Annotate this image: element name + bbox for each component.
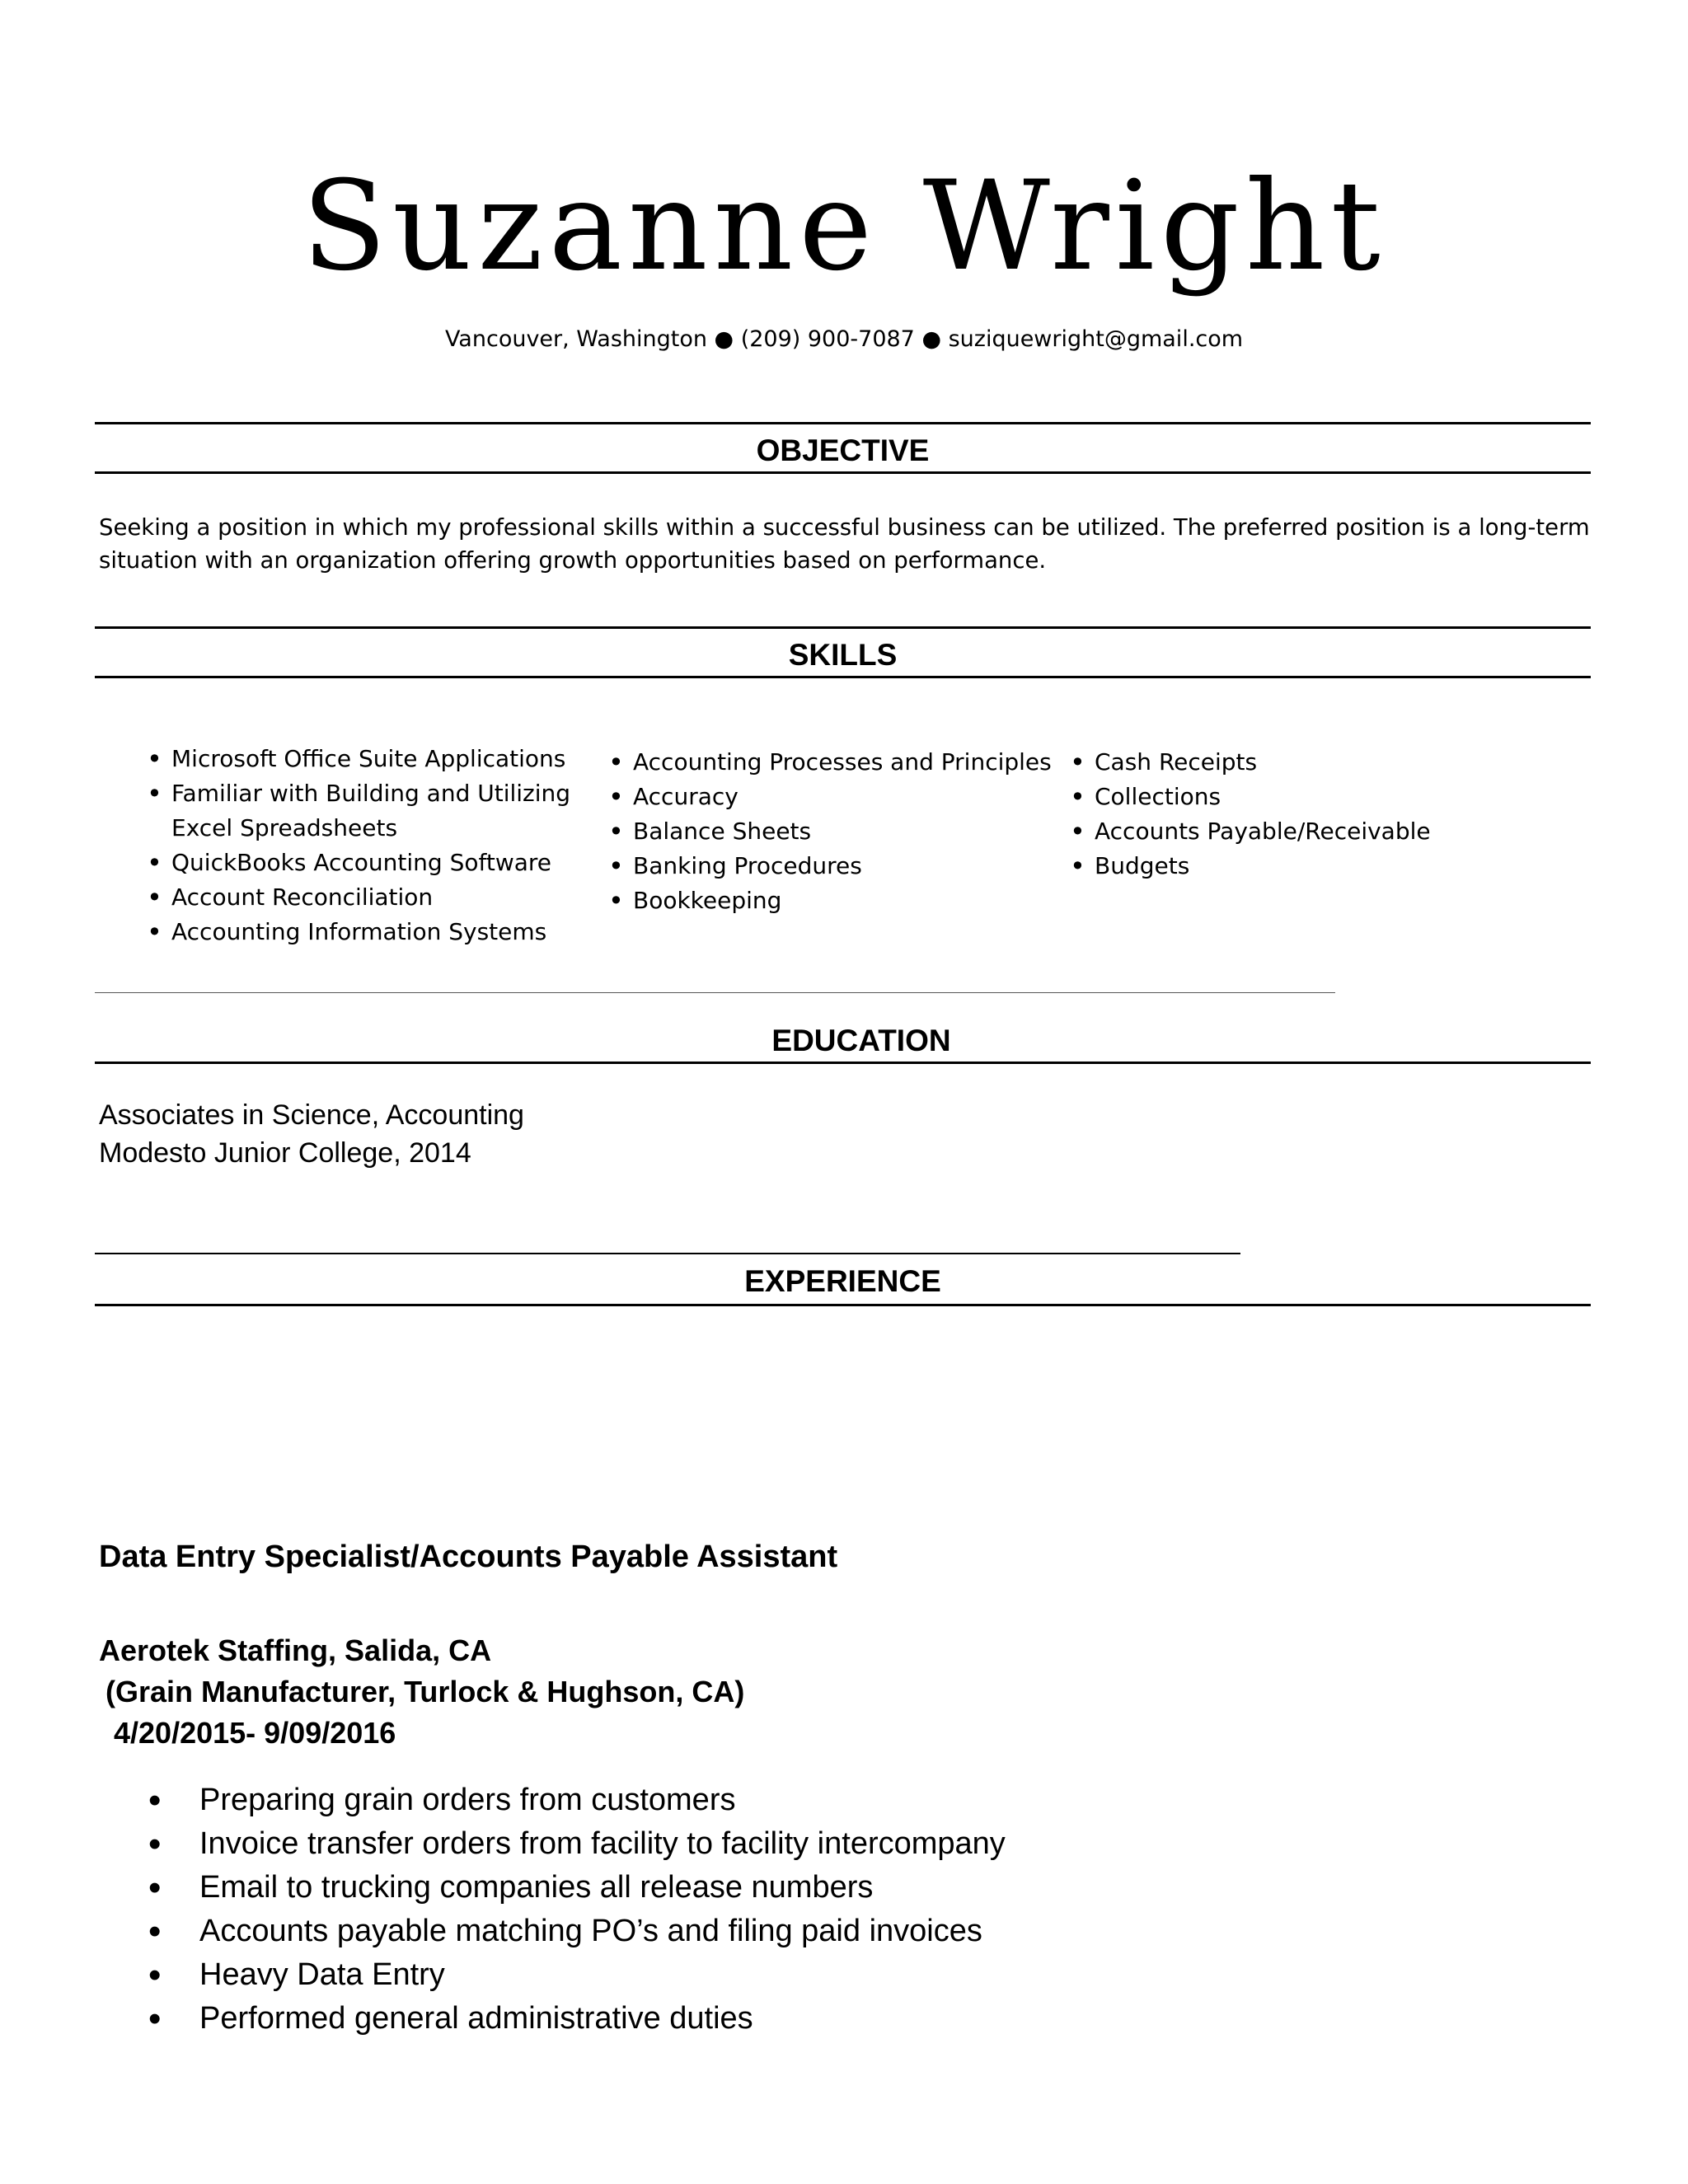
job-dates: 4/20/2015- 9/09/2016 xyxy=(114,1716,396,1750)
duty-item: • Performed general administrative duties xyxy=(148,1997,1006,2041)
skill-item: • QuickBooks Accounting Software xyxy=(147,846,575,880)
skills-top-rule xyxy=(95,626,1591,629)
skill-item: • Banking Procedures xyxy=(608,849,1070,883)
skill-item: • Account Reconciliation xyxy=(147,880,575,915)
skill-item: • Balance Sheets xyxy=(608,814,1070,849)
job-company-block xyxy=(99,1630,744,1754)
skills-column-1 xyxy=(147,742,575,949)
job-duties-list xyxy=(148,1779,1006,2041)
skill-item: • Accounts Payable/Receivable xyxy=(1070,814,1564,849)
skills-separator-line xyxy=(95,992,1335,993)
skills-column-2 xyxy=(608,745,1070,918)
skill-item: • Bookkeeping xyxy=(608,883,1070,918)
duty-item: • Preparing grain orders from customers xyxy=(148,1779,1006,1822)
experience-bottom-rule xyxy=(95,1304,1591,1306)
skill-item: • Budgets xyxy=(1070,849,1564,883)
skill-item: • Microsoft Office Suite Applications xyxy=(147,742,575,776)
education-block xyxy=(99,1096,524,1172)
contact-line: Vancouver, Washington ● (209) 900-7087 ● suziquewright@gmail.com xyxy=(444,326,1244,352)
skill-item: • Accounting Processes and Principles xyxy=(608,745,1070,780)
education-school: Modesto Junior College, 2014 xyxy=(99,1137,471,1169)
job-company: Aerotek Staffing, Salida, CA xyxy=(99,1633,492,1667)
skill-item: • Accounting Information Systems xyxy=(147,915,575,949)
duty-item: • Accounts payable matching PO’s and filing paid invoices xyxy=(148,1910,1006,1953)
skills-heading: SKILLS xyxy=(788,638,898,672)
skill-item: • Collections xyxy=(1070,780,1564,814)
skill-item: • Accuracy xyxy=(608,780,1070,814)
experience-separator-line xyxy=(95,1253,1240,1254)
experience-heading: EXPERIENCE xyxy=(744,1264,941,1298)
duty-item: • Email to trucking companies all release numbers xyxy=(148,1866,1006,1910)
education-degree: Associates in Science, Accounting xyxy=(99,1099,524,1131)
candidate-name: Suzanne Wright xyxy=(302,155,1386,298)
objective-text: Seeking a position in which my professional skills within a successful business can be utilized. The preferred position is a long-term situation with an organization offering growth opportunities based on performance. xyxy=(99,514,1590,574)
objective-bottom-rule xyxy=(95,471,1591,474)
skill-item: • Cash Receipts xyxy=(1070,745,1564,780)
objective-heading: OBJECTIVE xyxy=(756,434,930,467)
education-bottom-rule xyxy=(95,1062,1591,1064)
job-title: Data Entry Specialist/Accounts Payable Assistant xyxy=(99,1540,838,1574)
objective-top-rule xyxy=(95,422,1591,424)
skill-item: • Familiar with Building and Utilizing Excel Spreadsheets xyxy=(147,776,575,846)
duty-item: • Invoice transfer orders from facility to facility intercompany xyxy=(148,1822,1006,1866)
skills-bottom-rule xyxy=(95,676,1591,678)
education-heading: EDUCATION xyxy=(771,1024,951,1057)
duty-item: • Heavy Data Entry xyxy=(148,1953,1006,1997)
job-client: (Grain Manufacturer, Turlock & Hughson, CA) xyxy=(106,1675,745,1708)
skills-column-3 xyxy=(1070,745,1564,883)
